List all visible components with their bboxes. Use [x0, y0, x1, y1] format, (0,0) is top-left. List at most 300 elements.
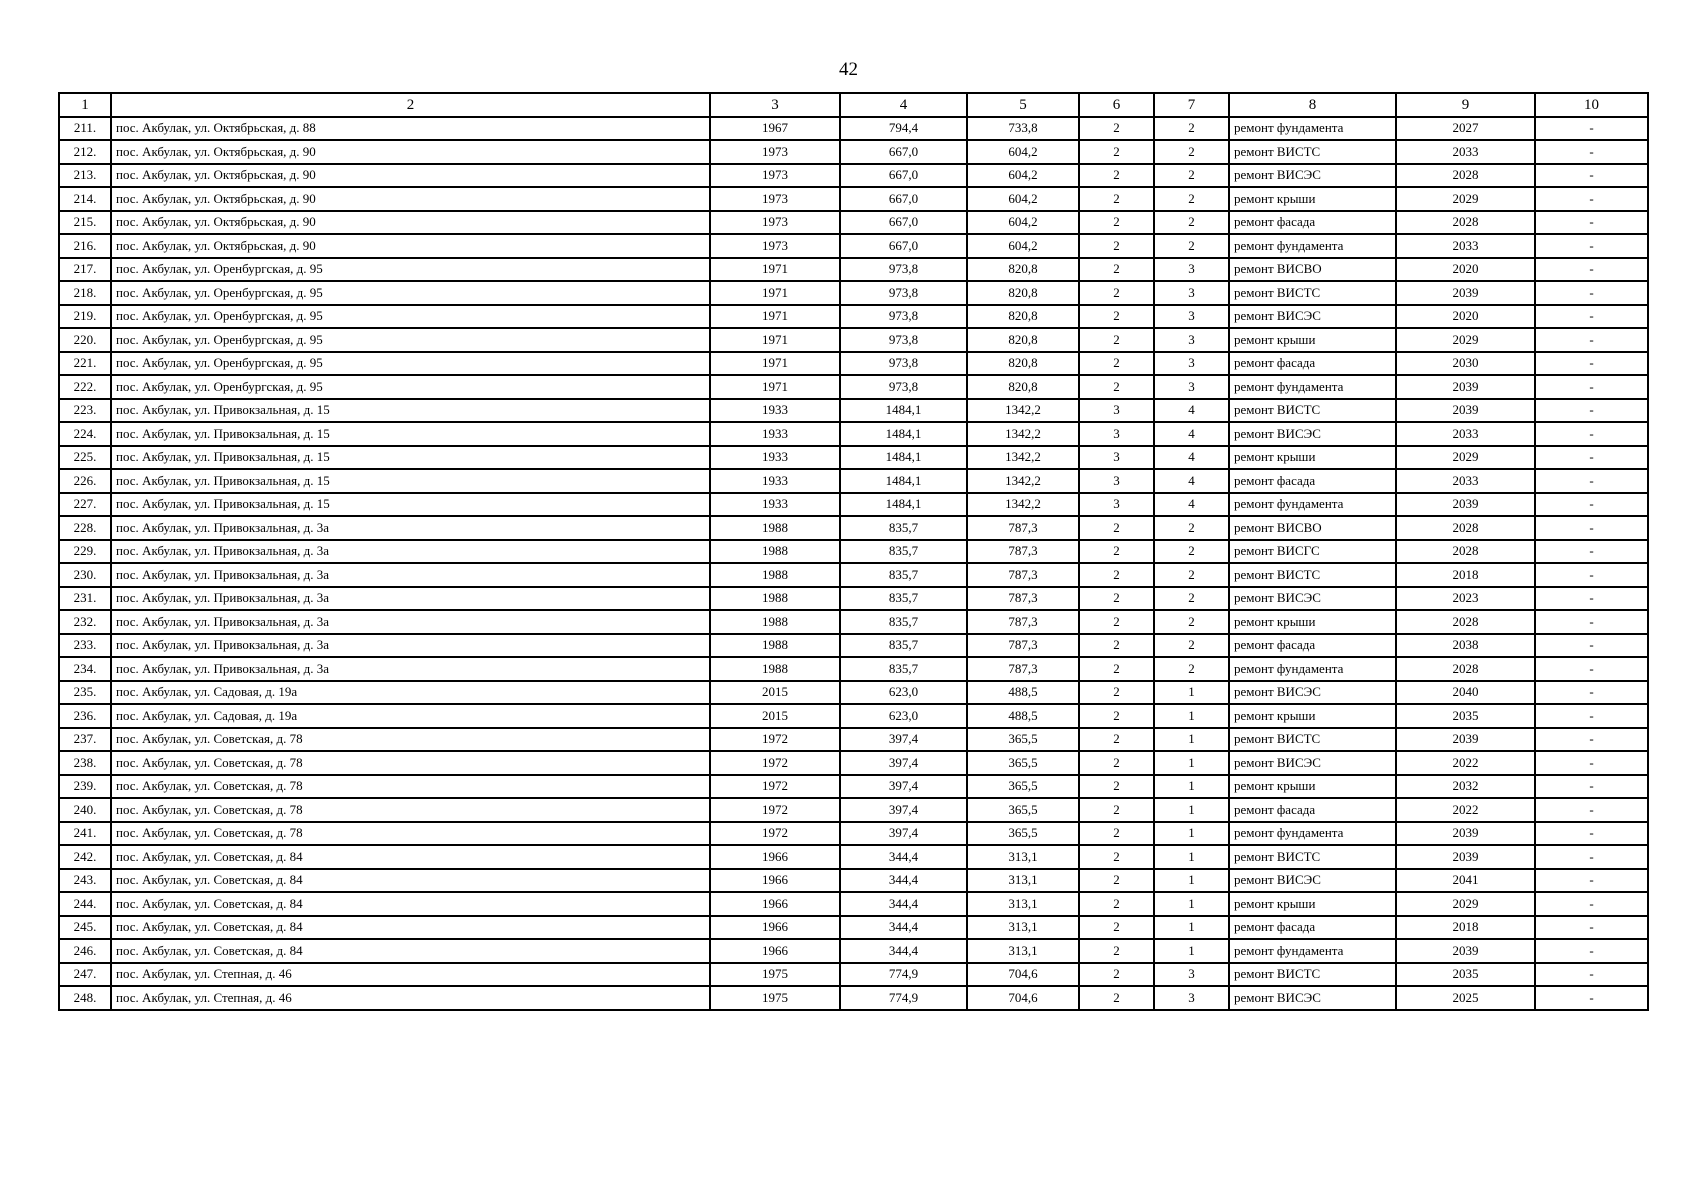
area-total-cell: 794,4 [840, 117, 967, 141]
planned-year-cell: 2020 [1396, 305, 1535, 329]
year-cell: 1973 [710, 140, 840, 164]
area-living-cell: 1342,2 [967, 469, 1079, 493]
work-type-cell: ремонт ВИСТС [1229, 399, 1396, 423]
note-cell: - [1535, 869, 1648, 893]
area-living-cell: 604,2 [967, 164, 1079, 188]
year-cell: 1988 [710, 657, 840, 681]
planned-year-cell: 2028 [1396, 211, 1535, 235]
floors-cell: 2 [1079, 869, 1154, 893]
area-living-cell: 787,3 [967, 563, 1079, 587]
address-cell: пос. Акбулак, ул. Привокзальная, д. 3а [111, 610, 710, 634]
area-total-cell: 623,0 [840, 704, 967, 728]
floors-cell: 2 [1079, 704, 1154, 728]
row-number-cell: 239. [59, 775, 111, 799]
note-cell: - [1535, 916, 1648, 940]
floors-cell: 2 [1079, 281, 1154, 305]
row-number-cell: 223. [59, 399, 111, 423]
work-type-cell: ремонт ВИСТС [1229, 140, 1396, 164]
area-living-cell: 787,3 [967, 587, 1079, 611]
column-header: 8 [1229, 93, 1396, 117]
entrances-cell: 2 [1154, 563, 1229, 587]
planned-year-cell: 2023 [1396, 587, 1535, 611]
entrances-cell: 1 [1154, 775, 1229, 799]
floors-cell: 2 [1079, 798, 1154, 822]
note-cell: - [1535, 775, 1648, 799]
planned-year-cell: 2039 [1396, 399, 1535, 423]
table-row [59, 258, 1648, 282]
planned-year-cell: 2020 [1396, 258, 1535, 282]
floors-cell: 2 [1079, 563, 1154, 587]
row-number-cell: 216. [59, 234, 111, 258]
year-cell: 1971 [710, 305, 840, 329]
planned-year-cell: 2032 [1396, 775, 1535, 799]
area-living-cell: 787,3 [967, 657, 1079, 681]
table-row [59, 469, 1648, 493]
row-number-cell: 221. [59, 352, 111, 376]
floors-cell: 2 [1079, 751, 1154, 775]
table-row [59, 493, 1648, 517]
row-number-cell: 215. [59, 211, 111, 235]
work-type-cell: ремонт ВИСЭС [1229, 986, 1396, 1010]
entrances-cell: 3 [1154, 352, 1229, 376]
note-cell: - [1535, 939, 1648, 963]
table-row [59, 234, 1648, 258]
address-cell: пос. Акбулак, ул. Степная, д. 46 [111, 986, 710, 1010]
entrances-cell: 3 [1154, 305, 1229, 329]
area-total-cell: 973,8 [840, 375, 967, 399]
planned-year-cell: 2028 [1396, 610, 1535, 634]
planned-year-cell: 2033 [1396, 422, 1535, 446]
entrances-cell: 2 [1154, 211, 1229, 235]
planned-year-cell: 2022 [1396, 798, 1535, 822]
note-cell: - [1535, 704, 1648, 728]
table-row [59, 305, 1648, 329]
entrances-cell: 3 [1154, 375, 1229, 399]
year-cell: 1988 [710, 516, 840, 540]
floors-cell: 2 [1079, 610, 1154, 634]
work-type-cell: ремонт фасада [1229, 469, 1396, 493]
note-cell: - [1535, 845, 1648, 869]
year-cell: 1971 [710, 328, 840, 352]
work-type-cell: ремонт фундамента [1229, 375, 1396, 399]
area-living-cell: 313,1 [967, 916, 1079, 940]
note-cell: - [1535, 258, 1648, 282]
year-cell: 1933 [710, 493, 840, 517]
row-number-cell: 229. [59, 540, 111, 564]
row-number-cell: 227. [59, 493, 111, 517]
area-total-cell: 397,4 [840, 798, 967, 822]
work-type-cell: ремонт ВИСТС [1229, 963, 1396, 987]
area-living-cell: 787,3 [967, 540, 1079, 564]
entrances-cell: 1 [1154, 916, 1229, 940]
area-total-cell: 774,9 [840, 963, 967, 987]
row-number-cell: 242. [59, 845, 111, 869]
floors-cell: 2 [1079, 352, 1154, 376]
planned-year-cell: 2028 [1396, 164, 1535, 188]
floors-cell: 2 [1079, 634, 1154, 658]
planned-year-cell: 2039 [1396, 822, 1535, 846]
year-cell: 1988 [710, 563, 840, 587]
table-row [59, 540, 1648, 564]
planned-year-cell: 2029 [1396, 187, 1535, 211]
area-living-cell: 313,1 [967, 939, 1079, 963]
year-cell: 1972 [710, 728, 840, 752]
planned-year-cell: 2035 [1396, 704, 1535, 728]
area-living-cell: 704,6 [967, 986, 1079, 1010]
address-cell: пос. Акбулак, ул. Привокзальная, д. 3а [111, 540, 710, 564]
note-cell: - [1535, 728, 1648, 752]
table-body [59, 117, 1648, 1010]
note-cell: - [1535, 446, 1648, 470]
area-living-cell: 820,8 [967, 375, 1079, 399]
year-cell: 1967 [710, 117, 840, 141]
floors-cell: 2 [1079, 728, 1154, 752]
work-type-cell: ремонт ВИСЭС [1229, 869, 1396, 893]
entrances-cell: 4 [1154, 422, 1229, 446]
table-row [59, 798, 1648, 822]
year-cell: 1988 [710, 540, 840, 564]
floors-cell: 2 [1079, 657, 1154, 681]
work-type-cell: ремонт фасада [1229, 798, 1396, 822]
area-total-cell: 344,4 [840, 939, 967, 963]
area-total-cell: 835,7 [840, 587, 967, 611]
entrances-cell: 1 [1154, 728, 1229, 752]
year-cell: 1966 [710, 939, 840, 963]
planned-year-cell: 2029 [1396, 892, 1535, 916]
work-type-cell: ремонт ВИСЭС [1229, 164, 1396, 188]
address-cell: пос. Акбулак, ул. Оренбургская, д. 95 [111, 281, 710, 305]
area-total-cell: 835,7 [840, 634, 967, 658]
row-number-cell: 244. [59, 892, 111, 916]
year-cell: 1988 [710, 610, 840, 634]
table-row [59, 892, 1648, 916]
note-cell: - [1535, 610, 1648, 634]
floors-cell: 2 [1079, 939, 1154, 963]
table-row [59, 446, 1648, 470]
work-type-cell: ремонт ВИСЭС [1229, 751, 1396, 775]
table-row [59, 399, 1648, 423]
floors-cell: 2 [1079, 822, 1154, 846]
address-cell: пос. Акбулак, ул. Советская, д. 78 [111, 798, 710, 822]
area-total-cell: 835,7 [840, 657, 967, 681]
work-type-cell: ремонт фундамента [1229, 822, 1396, 846]
entrances-cell: 2 [1154, 516, 1229, 540]
area-total-cell: 1484,1 [840, 399, 967, 423]
column-header: 10 [1535, 93, 1648, 117]
page-number: 42 [839, 59, 858, 80]
work-type-cell: ремонт фасада [1229, 211, 1396, 235]
year-cell: 1971 [710, 352, 840, 376]
table-row [59, 869, 1648, 893]
area-total-cell: 397,4 [840, 728, 967, 752]
planned-year-cell: 2028 [1396, 516, 1535, 540]
note-cell: - [1535, 892, 1648, 916]
entrances-cell: 4 [1154, 493, 1229, 517]
note-cell: - [1535, 305, 1648, 329]
entrances-cell: 4 [1154, 446, 1229, 470]
year-cell: 2015 [710, 704, 840, 728]
area-living-cell: 733,8 [967, 117, 1079, 141]
floors-cell: 2 [1079, 892, 1154, 916]
registry-table [58, 92, 1649, 1011]
note-cell: - [1535, 986, 1648, 1010]
table-row [59, 657, 1648, 681]
entrances-cell: 2 [1154, 610, 1229, 634]
floors-cell: 2 [1079, 187, 1154, 211]
planned-year-cell: 2039 [1396, 728, 1535, 752]
work-type-cell: ремонт крыши [1229, 704, 1396, 728]
work-type-cell: ремонт крыши [1229, 610, 1396, 634]
address-cell: пос. Акбулак, ул. Октябрьская, д. 90 [111, 164, 710, 188]
area-living-cell: 365,5 [967, 822, 1079, 846]
note-cell: - [1535, 798, 1648, 822]
floors-cell: 3 [1079, 422, 1154, 446]
area-living-cell: 1342,2 [967, 493, 1079, 517]
area-total-cell: 973,8 [840, 305, 967, 329]
address-cell: пос. Акбулак, ул. Привокзальная, д. 3а [111, 587, 710, 611]
row-number-cell: 238. [59, 751, 111, 775]
area-living-cell: 365,5 [967, 751, 1079, 775]
planned-year-cell: 2041 [1396, 869, 1535, 893]
table-row [59, 963, 1648, 987]
table-row [59, 704, 1648, 728]
note-cell: - [1535, 399, 1648, 423]
entrances-cell: 2 [1154, 117, 1229, 141]
address-cell: пос. Акбулак, ул. Октябрьская, д. 90 [111, 187, 710, 211]
entrances-cell: 3 [1154, 963, 1229, 987]
area-living-cell: 787,3 [967, 610, 1079, 634]
year-cell: 1971 [710, 375, 840, 399]
work-type-cell: ремонт ВИСГС [1229, 540, 1396, 564]
area-living-cell: 365,5 [967, 798, 1079, 822]
address-cell: пос. Акбулак, ул. Советская, д. 84 [111, 869, 710, 893]
area-living-cell: 313,1 [967, 869, 1079, 893]
area-total-cell: 835,7 [840, 563, 967, 587]
floors-cell: 2 [1079, 328, 1154, 352]
planned-year-cell: 2039 [1396, 493, 1535, 517]
entrances-cell: 4 [1154, 469, 1229, 493]
entrances-cell: 2 [1154, 164, 1229, 188]
planned-year-cell: 2018 [1396, 563, 1535, 587]
area-total-cell: 667,0 [840, 234, 967, 258]
note-cell: - [1535, 516, 1648, 540]
area-living-cell: 820,8 [967, 328, 1079, 352]
year-cell: 1973 [710, 234, 840, 258]
table-row [59, 916, 1648, 940]
address-cell: пос. Акбулак, ул. Советская, д. 78 [111, 728, 710, 752]
work-type-cell: ремонт крыши [1229, 328, 1396, 352]
address-cell: пос. Акбулак, ул. Оренбургская, д. 95 [111, 375, 710, 399]
area-living-cell: 604,2 [967, 234, 1079, 258]
table-row [59, 845, 1648, 869]
table-row [59, 422, 1648, 446]
column-header: 6 [1079, 93, 1154, 117]
area-total-cell: 973,8 [840, 328, 967, 352]
planned-year-cell: 2033 [1396, 234, 1535, 258]
entrances-cell: 1 [1154, 704, 1229, 728]
column-header: 5 [967, 93, 1079, 117]
area-living-cell: 604,2 [967, 211, 1079, 235]
table-row [59, 352, 1648, 376]
table-row [59, 211, 1648, 235]
note-cell: - [1535, 540, 1648, 564]
year-cell: 1972 [710, 798, 840, 822]
entrances-cell: 4 [1154, 399, 1229, 423]
row-number-cell: 212. [59, 140, 111, 164]
area-total-cell: 835,7 [840, 516, 967, 540]
entrances-cell: 2 [1154, 587, 1229, 611]
area-living-cell: 604,2 [967, 140, 1079, 164]
address-cell: пос. Акбулак, ул. Октябрьская, д. 90 [111, 140, 710, 164]
area-total-cell: 835,7 [840, 540, 967, 564]
row-number-cell: 240. [59, 798, 111, 822]
work-type-cell: ремонт фундамента [1229, 657, 1396, 681]
entrances-cell: 2 [1154, 140, 1229, 164]
year-cell: 2015 [710, 681, 840, 705]
row-number-cell: 230. [59, 563, 111, 587]
planned-year-cell: 2040 [1396, 681, 1535, 705]
area-living-cell: 820,8 [967, 352, 1079, 376]
row-number-cell: 232. [59, 610, 111, 634]
note-cell: - [1535, 493, 1648, 517]
note-cell: - [1535, 563, 1648, 587]
floors-cell: 2 [1079, 516, 1154, 540]
note-cell: - [1535, 164, 1648, 188]
row-number-cell: 248. [59, 986, 111, 1010]
entrances-cell: 2 [1154, 234, 1229, 258]
area-total-cell: 973,8 [840, 281, 967, 305]
work-type-cell: ремонт фасада [1229, 634, 1396, 658]
planned-year-cell: 2030 [1396, 352, 1535, 376]
area-total-cell: 667,0 [840, 164, 967, 188]
year-cell: 1933 [710, 469, 840, 493]
note-cell: - [1535, 187, 1648, 211]
work-type-cell: ремонт ВИСЭС [1229, 305, 1396, 329]
year-cell: 1971 [710, 258, 840, 282]
entrances-cell: 3 [1154, 328, 1229, 352]
floors-cell: 3 [1079, 399, 1154, 423]
work-type-cell: ремонт фасада [1229, 916, 1396, 940]
note-cell: - [1535, 822, 1648, 846]
year-cell: 1973 [710, 164, 840, 188]
column-header: 1 [59, 93, 111, 117]
column-header: 4 [840, 93, 967, 117]
address-cell: пос. Акбулак, ул. Привокзальная, д. 15 [111, 469, 710, 493]
work-type-cell: ремонт крыши [1229, 775, 1396, 799]
note-cell: - [1535, 634, 1648, 658]
entrances-cell: 2 [1154, 657, 1229, 681]
year-cell: 1972 [710, 775, 840, 799]
note-cell: - [1535, 422, 1648, 446]
address-cell: пос. Акбулак, ул. Октябрьская, д. 88 [111, 117, 710, 141]
row-number-cell: 231. [59, 587, 111, 611]
column-header: 2 [111, 93, 710, 117]
table-row [59, 939, 1648, 963]
address-cell: пос. Акбулак, ул. Оренбургская, д. 95 [111, 328, 710, 352]
floors-cell: 2 [1079, 845, 1154, 869]
address-cell: пос. Акбулак, ул. Оренбургская, д. 95 [111, 352, 710, 376]
entrances-cell: 3 [1154, 986, 1229, 1010]
entrances-cell: 3 [1154, 258, 1229, 282]
column-header: 3 [710, 93, 840, 117]
entrances-cell: 3 [1154, 281, 1229, 305]
year-cell: 1966 [710, 869, 840, 893]
address-cell: пос. Акбулак, ул. Советская, д. 78 [111, 822, 710, 846]
area-total-cell: 623,0 [840, 681, 967, 705]
planned-year-cell: 2028 [1396, 540, 1535, 564]
row-number-cell: 245. [59, 916, 111, 940]
floors-cell: 2 [1079, 540, 1154, 564]
row-number-cell: 243. [59, 869, 111, 893]
area-living-cell: 313,1 [967, 892, 1079, 916]
table-row [59, 634, 1648, 658]
floors-cell: 2 [1079, 986, 1154, 1010]
note-cell: - [1535, 469, 1648, 493]
address-cell: пос. Акбулак, ул. Октябрьская, д. 90 [111, 234, 710, 258]
area-living-cell: 365,5 [967, 728, 1079, 752]
note-cell: - [1535, 657, 1648, 681]
planned-year-cell: 2028 [1396, 657, 1535, 681]
floors-cell: 2 [1079, 916, 1154, 940]
table-row [59, 681, 1648, 705]
area-total-cell: 1484,1 [840, 446, 967, 470]
address-cell: пос. Акбулак, ул. Привокзальная, д. 15 [111, 446, 710, 470]
work-type-cell: ремонт ВИСТС [1229, 563, 1396, 587]
area-total-cell: 344,4 [840, 916, 967, 940]
work-type-cell: ремонт ВИСЭС [1229, 422, 1396, 446]
planned-year-cell: 2039 [1396, 939, 1535, 963]
work-type-cell: ремонт фундамента [1229, 939, 1396, 963]
address-cell: пос. Акбулак, ул. Советская, д. 84 [111, 916, 710, 940]
area-living-cell: 488,5 [967, 704, 1079, 728]
entrances-cell: 1 [1154, 845, 1229, 869]
year-cell: 1988 [710, 587, 840, 611]
planned-year-cell: 2038 [1396, 634, 1535, 658]
floors-cell: 3 [1079, 493, 1154, 517]
floors-cell: 2 [1079, 963, 1154, 987]
address-cell: пос. Акбулак, ул. Привокзальная, д. 15 [111, 399, 710, 423]
area-total-cell: 344,4 [840, 845, 967, 869]
floors-cell: 2 [1079, 305, 1154, 329]
address-cell: пос. Акбулак, ул. Советская, д. 84 [111, 845, 710, 869]
planned-year-cell: 2027 [1396, 117, 1535, 141]
table-row [59, 610, 1648, 634]
area-living-cell: 1342,2 [967, 446, 1079, 470]
area-living-cell: 704,6 [967, 963, 1079, 987]
address-cell: пос. Акбулак, ул. Привокзальная, д. 15 [111, 422, 710, 446]
table-row [59, 728, 1648, 752]
area-living-cell: 787,3 [967, 516, 1079, 540]
year-cell: 1972 [710, 751, 840, 775]
address-cell: пос. Акбулак, ул. Привокзальная, д. 15 [111, 493, 710, 517]
table-row [59, 986, 1648, 1010]
row-number-cell: 213. [59, 164, 111, 188]
year-cell: 1973 [710, 187, 840, 211]
entrances-cell: 1 [1154, 892, 1229, 916]
table-row [59, 775, 1648, 799]
entrances-cell: 1 [1154, 939, 1229, 963]
area-total-cell: 667,0 [840, 187, 967, 211]
row-number-cell: 235. [59, 681, 111, 705]
floors-cell: 2 [1079, 775, 1154, 799]
planned-year-cell: 2039 [1396, 281, 1535, 305]
address-cell: пос. Акбулак, ул. Оренбургская, д. 95 [111, 258, 710, 282]
note-cell: - [1535, 375, 1648, 399]
row-number-cell: 246. [59, 939, 111, 963]
row-number-cell: 218. [59, 281, 111, 305]
row-number-cell: 234. [59, 657, 111, 681]
work-type-cell: ремонт фасада [1229, 352, 1396, 376]
